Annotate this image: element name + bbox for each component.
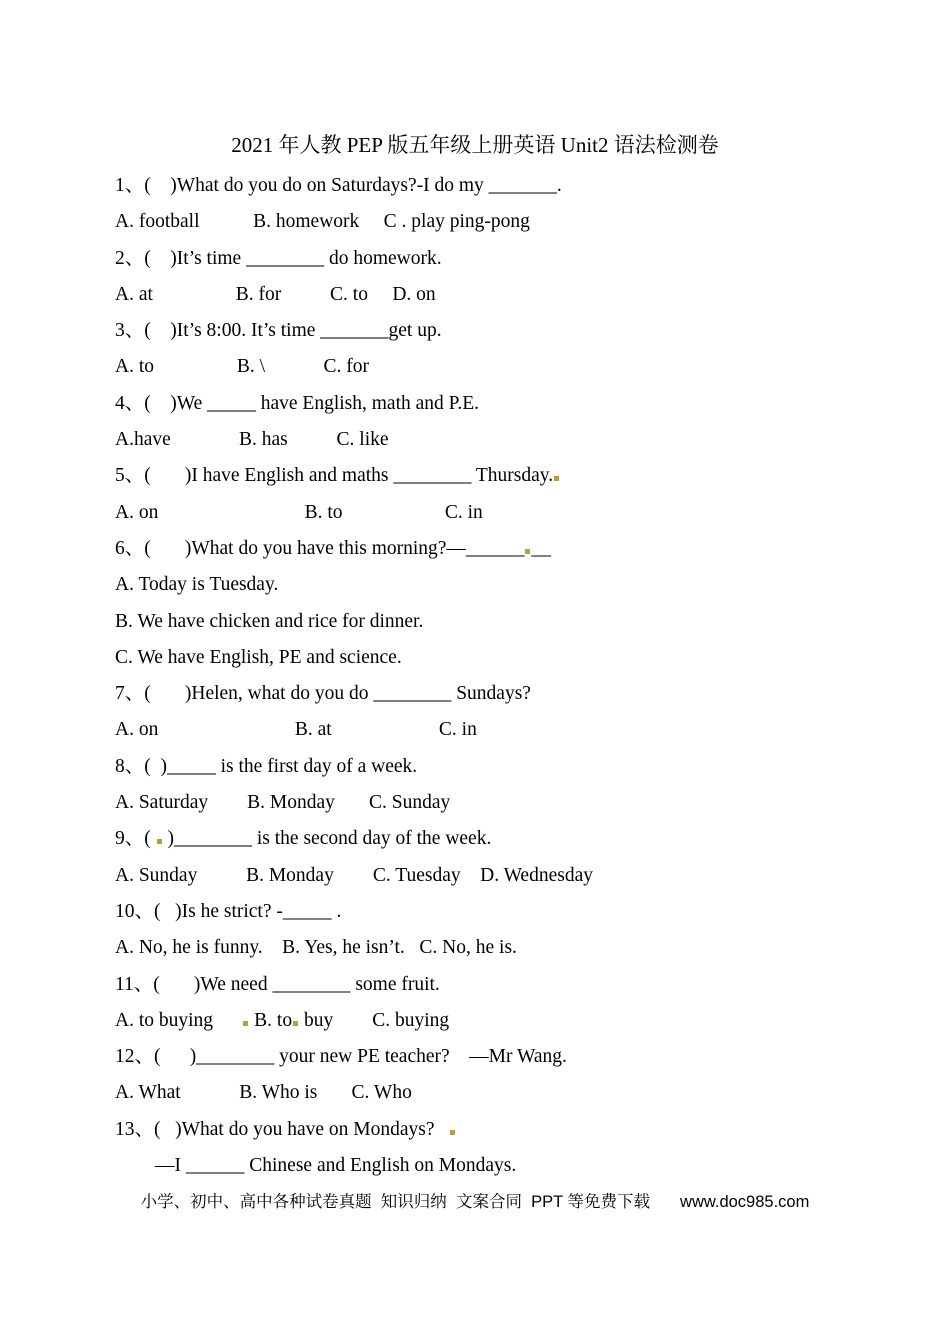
options-line: A. to buying B. to buy C. buying	[115, 1009, 450, 1031]
question-line: 2、( )It’s time ________ do homework.	[115, 247, 442, 269]
page-title: 2021 年人教 PEP 版五年级上册英语 Unit2 语法检测卷	[231, 133, 719, 157]
revision-mark	[554, 476, 559, 481]
revision-mark	[293, 1021, 298, 1026]
options-line: A.have B. has C. like	[115, 429, 389, 451]
revision-mark	[157, 839, 162, 844]
page-footer	[0, 1185, 950, 1219]
options-line: A. at B. for C. to D. on	[115, 283, 436, 305]
revision-mark	[525, 549, 530, 554]
question-line: 10、( )Is he strict? -_____ .	[115, 900, 342, 922]
question-line: 11、( )We need ________ some fruit.	[115, 973, 440, 995]
revision-mark	[450, 1130, 455, 1135]
question-line: 3、( )It’s 8:00. It’s time _______get up.	[115, 320, 442, 342]
options-line: A. No, he is funny. B. Yes, he isn’t. C. No, he is.	[115, 937, 517, 959]
question-line: 6、( )What do you have this morning?—______ __	[115, 537, 551, 559]
options-line: A. on B. to C. in	[115, 501, 483, 523]
options-line: A. What B. Who is C. Who	[115, 1082, 412, 1104]
question-line: 9、( )________ is the second day of the week.	[115, 828, 492, 850]
options-line: B. We have chicken and rice for dinner.	[115, 610, 424, 632]
question-line: 4、( )We _____ have English, math and P.E.	[115, 392, 479, 414]
options-line: A. Sunday B. Monday C. Tuesday D. Wednesday	[115, 864, 593, 886]
question-line: 12、( )________ your new PE teacher? —Mr Wang.	[115, 1046, 567, 1068]
question-line: 7、( )Helen, what do you do ________ Sundays?	[115, 683, 531, 705]
options-line: A. Today is Tuesday.	[115, 574, 279, 596]
options-line: A. to B. \ C. for	[115, 356, 370, 378]
revision-mark	[243, 1021, 248, 1026]
footer-site-link: www.doc985.com	[680, 1193, 810, 1212]
question-line: 1、( )What do you do on Saturdays?-I do my _______.	[115, 175, 562, 196]
options-line: A. football B. homework C . play ping-pong	[115, 211, 530, 233]
question-cont-line: —I ______ Chinese and English on Mondays.	[155, 1155, 517, 1177]
question-list	[0, 168, 950, 1184]
question-line: 13、( )What do you have on Mondays?	[115, 1112, 860, 1148]
question-line: 5、( )I have English and maths ________ Thursday.	[115, 458, 860, 494]
question-line: 8、( )_____ is the first day of a week.	[115, 755, 418, 777]
footer-info: 小学、初中、高中各种试卷真题 知识归纳 文案合同 PPT 等免费下载	[140, 1193, 651, 1212]
options-line: A. Saturday B. Monday C. Sunday	[115, 792, 451, 814]
options-line: C. We have English, PE and science.	[115, 646, 402, 668]
options-line: A. on B. at C. in	[115, 719, 477, 741]
